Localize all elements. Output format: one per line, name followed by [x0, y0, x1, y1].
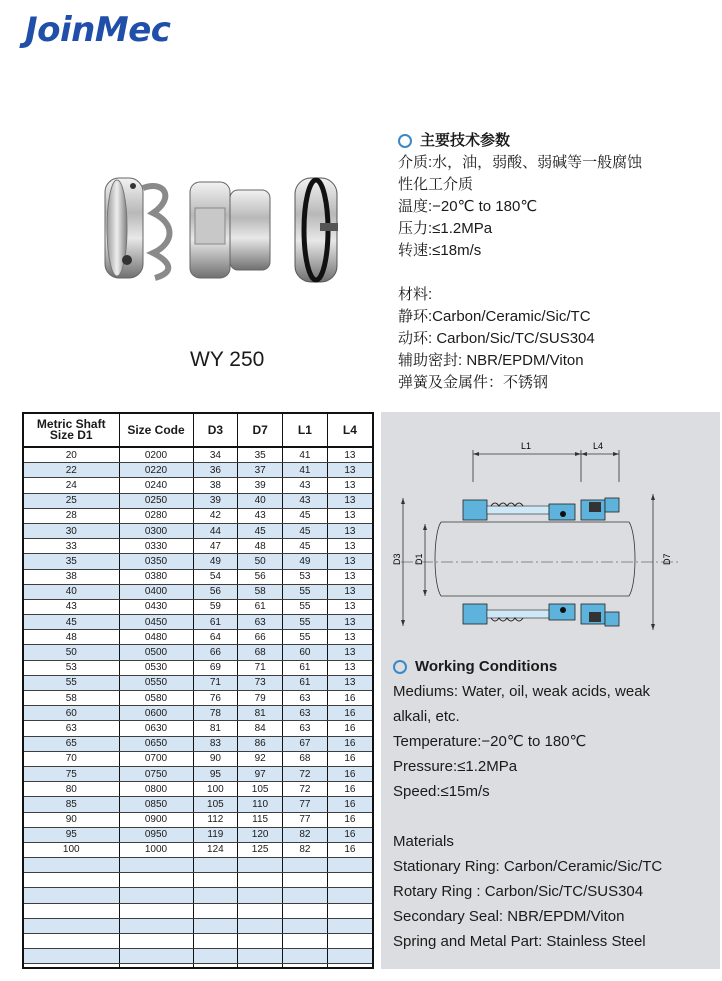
en-spec-block	[393, 654, 718, 954]
table-cell: 13	[327, 569, 372, 584]
table-cell	[238, 888, 283, 903]
table-cell: 16	[327, 827, 372, 842]
table-row	[24, 873, 372, 888]
table-row	[24, 523, 372, 538]
table-cell: 13	[327, 660, 372, 675]
table-body	[24, 447, 372, 969]
table-cell	[193, 934, 238, 949]
table-cell	[119, 873, 193, 888]
table-row	[24, 675, 372, 690]
table-cell	[283, 918, 328, 933]
table-cell	[193, 858, 238, 873]
table-cell: 100	[193, 782, 238, 797]
table-cell: 0380	[119, 569, 193, 584]
en-spec-line: alkali, etc.	[393, 708, 460, 725]
cn-material-line: 动环: Carbon/Sic/TC/SUS304	[398, 330, 595, 347]
table-row	[24, 827, 372, 842]
table-cell: 41	[283, 447, 328, 463]
table-cell: 35	[24, 554, 119, 569]
table-cell: 0300	[119, 523, 193, 538]
table-cell: 124	[193, 842, 238, 857]
en-materials-title: Materials	[393, 833, 454, 850]
table-cell: 41	[283, 463, 328, 478]
table-cell	[327, 888, 372, 903]
table-row	[24, 964, 372, 969]
table-row	[24, 569, 372, 584]
en-material-line: Spring and Metal Part: Stainless Steel	[393, 933, 646, 950]
table-row	[24, 812, 372, 827]
table-cell: 49	[283, 554, 328, 569]
table-cell: 13	[327, 478, 372, 493]
table-cell: 13	[327, 508, 372, 523]
table-cell	[283, 949, 328, 964]
table-cell: 112	[193, 812, 238, 827]
table-row	[24, 934, 372, 949]
table-cell: 55	[283, 630, 328, 645]
table-cell: 68	[238, 645, 283, 660]
table-cell: 54	[193, 569, 238, 584]
table-cell	[119, 949, 193, 964]
table-row	[24, 691, 372, 706]
header-l4: L4	[327, 414, 372, 447]
table-cell: 55	[24, 675, 119, 690]
table-cell: 60	[283, 645, 328, 660]
table-cell: 39	[193, 493, 238, 508]
table-row	[24, 539, 372, 554]
table-cell	[193, 918, 238, 933]
table-cell: 48	[24, 630, 119, 645]
table-cell: 40	[238, 493, 283, 508]
table-row	[24, 493, 372, 508]
table-cell: 61	[283, 660, 328, 675]
table-cell: 45	[283, 508, 328, 523]
table-cell: 35	[238, 447, 283, 463]
table-cell: 110	[238, 797, 283, 812]
table-cell: 0630	[119, 721, 193, 736]
table-row	[24, 842, 372, 857]
table-cell: 0400	[119, 584, 193, 599]
brand-logo: JoinMec	[25, 10, 171, 50]
table-cell: 16	[327, 842, 372, 857]
table-cell: 0850	[119, 797, 193, 812]
product-photo	[95, 168, 375, 293]
table-cell: 16	[327, 691, 372, 706]
dim-l4-label: L4	[593, 441, 604, 451]
table-cell	[327, 964, 372, 969]
table-row	[24, 721, 372, 736]
table-cell: 70	[24, 751, 119, 766]
table-cell	[193, 873, 238, 888]
table-cell: 83	[193, 736, 238, 751]
table-cell: 81	[193, 721, 238, 736]
en-material-line: Rotary Ring : Carbon/Sic/TC/SUS304	[393, 883, 644, 900]
table-cell: 13	[327, 539, 372, 554]
table-cell: 43	[283, 478, 328, 493]
table-row	[24, 736, 372, 751]
table-cell: 90	[24, 812, 119, 827]
table-cell: 0450	[119, 615, 193, 630]
table-cell: 16	[327, 736, 372, 751]
table-cell: 0200	[119, 447, 193, 463]
table-cell: 75	[24, 766, 119, 781]
table-cell: 16	[327, 706, 372, 721]
en-spec-line: Speed:≤15m/s	[393, 783, 490, 800]
table-cell: 77	[283, 812, 328, 827]
table-cell: 82	[283, 842, 328, 857]
table-cell: 0650	[119, 736, 193, 751]
table-cell	[24, 918, 119, 933]
table-cell	[193, 964, 238, 969]
table-cell: 20	[24, 447, 119, 463]
table-cell: 45	[283, 539, 328, 554]
en-spec-line: Mediums: Water, oil, weak acids, weak	[393, 683, 651, 700]
cn-spec-line: 转速:≤18m/s	[398, 242, 482, 259]
table-cell: 13	[327, 645, 372, 660]
cn-material-line: 弹簧及金属件：不锈钢	[398, 374, 549, 391]
header-d3: D3	[193, 414, 238, 447]
table-cell: 16	[327, 751, 372, 766]
table-cell: 59	[193, 599, 238, 614]
table-cell: 115	[238, 812, 283, 827]
table-cell: 77	[283, 797, 328, 812]
table-cell	[283, 903, 328, 918]
table-cell: 119	[193, 827, 238, 842]
table-row	[24, 478, 372, 493]
table-cell: 125	[238, 842, 283, 857]
table-cell: 22	[24, 463, 119, 478]
table-cell: 92	[238, 751, 283, 766]
table-header-row	[24, 414, 372, 447]
table-cell: 63	[283, 691, 328, 706]
table-row	[24, 447, 372, 463]
table-cell: 50	[238, 554, 283, 569]
cn-spec-line: 性化工介质	[398, 176, 474, 193]
table-cell: 38	[24, 569, 119, 584]
table-cell: 45	[283, 523, 328, 538]
table-cell: 28	[24, 508, 119, 523]
table-cell: 34	[193, 447, 238, 463]
table-cell	[283, 888, 328, 903]
table-cell: 72	[283, 766, 328, 781]
table-cell: 105	[238, 782, 283, 797]
table-cell: 72	[283, 782, 328, 797]
table-cell	[193, 949, 238, 964]
table-row	[24, 508, 372, 523]
table-cell	[24, 964, 119, 969]
header-l1: L1	[283, 414, 328, 447]
table-cell: 56	[193, 584, 238, 599]
table-cell	[238, 964, 283, 969]
table-cell: 33	[24, 539, 119, 554]
table-cell: 0700	[119, 751, 193, 766]
table-cell: 0800	[119, 782, 193, 797]
table-cell: 0500	[119, 645, 193, 660]
table-cell: 63	[283, 706, 328, 721]
table-cell: 13	[327, 675, 372, 690]
dim-d3-label: D3	[392, 553, 402, 565]
table-cell: 73	[238, 675, 283, 690]
table-cell: 0580	[119, 691, 193, 706]
table-cell: 13	[327, 493, 372, 508]
table-row	[24, 554, 372, 569]
table-row	[24, 903, 372, 918]
table-cell: 25	[24, 493, 119, 508]
table-cell	[283, 858, 328, 873]
table-cell: 0350	[119, 554, 193, 569]
table-row	[24, 706, 372, 721]
table-cell	[327, 934, 372, 949]
table-cell	[119, 888, 193, 903]
table-cell: 97	[238, 766, 283, 781]
table-cell	[283, 934, 328, 949]
table-cell: 56	[238, 569, 283, 584]
table-cell: 76	[193, 691, 238, 706]
table-cell: 0330	[119, 539, 193, 554]
table-cell: 13	[327, 615, 372, 630]
cn-material-line: 静环:Carbon/Ceramic/Sic/TC	[398, 308, 591, 325]
table-cell: 42	[193, 508, 238, 523]
table-cell: 105	[193, 797, 238, 812]
table-cell: 40	[24, 584, 119, 599]
table-cell: 13	[327, 523, 372, 538]
table-cell	[238, 918, 283, 933]
table-cell	[193, 903, 238, 918]
table-cell: 0480	[119, 630, 193, 645]
table-cell: 47	[193, 539, 238, 554]
bullet-circle-icon	[393, 660, 407, 674]
table-cell: 85	[24, 797, 119, 812]
table-cell: 65	[24, 736, 119, 751]
table-cell: 0600	[119, 706, 193, 721]
table-cell	[238, 949, 283, 964]
table-cell: 69	[193, 660, 238, 675]
table-cell	[283, 873, 328, 888]
table-cell: 67	[283, 736, 328, 751]
en-material-line: Stationary Ring: Carbon/Ceramic/Sic/TC	[393, 858, 663, 875]
table-cell: 38	[193, 478, 238, 493]
table-cell: 86	[238, 736, 283, 751]
table-cell: 39	[238, 478, 283, 493]
table-cell	[119, 918, 193, 933]
table-cell: 53	[24, 660, 119, 675]
table-cell: 95	[24, 827, 119, 842]
table-cell: 66	[193, 645, 238, 660]
table-cell: 79	[238, 691, 283, 706]
table-cell: 36	[193, 463, 238, 478]
table-cell: 48	[238, 539, 283, 554]
en-spec-title: Working Conditions	[393, 654, 718, 679]
table-row	[24, 858, 372, 873]
header-d7: D7	[238, 414, 283, 447]
table-cell: 16	[327, 797, 372, 812]
table-cell: 81	[238, 706, 283, 721]
table-row	[24, 463, 372, 478]
table-cell: 60	[24, 706, 119, 721]
table-cell: 0750	[119, 766, 193, 781]
table-cell: 50	[24, 645, 119, 660]
table-cell: 13	[327, 630, 372, 645]
spec-table	[24, 414, 372, 969]
table-cell: 30	[24, 523, 119, 538]
table-cell	[327, 949, 372, 964]
table-cell	[238, 934, 283, 949]
table-cell: 120	[238, 827, 283, 842]
spec-table-container	[22, 412, 374, 969]
table-row	[24, 751, 372, 766]
table-cell: 80	[24, 782, 119, 797]
table-cell: 61	[238, 599, 283, 614]
table-cell: 63	[238, 615, 283, 630]
header-shaft-size: Metric Shaft Size D1	[24, 414, 119, 447]
table-cell	[327, 858, 372, 873]
table-row	[24, 630, 372, 645]
table-row	[24, 615, 372, 630]
table-row	[24, 766, 372, 781]
table-cell	[119, 858, 193, 873]
table-cell	[24, 873, 119, 888]
table-cell: 58	[24, 691, 119, 706]
table-cell	[119, 903, 193, 918]
table-cell: 44	[193, 523, 238, 538]
seal-cross-section-drawing	[381, 434, 720, 634]
table-cell: 82	[283, 827, 328, 842]
cn-spec-title: 主要技术参数	[398, 130, 718, 152]
table-cell: 13	[327, 599, 372, 614]
dim-d7-label: D7	[662, 553, 672, 565]
table-cell: 49	[193, 554, 238, 569]
table-cell	[24, 858, 119, 873]
table-cell: 0240	[119, 478, 193, 493]
table-cell: 0280	[119, 508, 193, 523]
cn-spec-block	[398, 130, 718, 394]
table-cell: 13	[327, 554, 372, 569]
dim-l1-label: L1	[521, 441, 532, 451]
header-size-code: Size Code	[119, 414, 193, 447]
table-row	[24, 888, 372, 903]
table-row	[24, 584, 372, 599]
table-cell	[24, 903, 119, 918]
table-row	[24, 599, 372, 614]
table-cell: 0250	[119, 493, 193, 508]
table-cell	[24, 888, 119, 903]
table-cell	[119, 964, 193, 969]
table-cell	[327, 903, 372, 918]
table-cell: 45	[238, 523, 283, 538]
table-cell	[238, 903, 283, 918]
table-cell: 1000	[119, 842, 193, 857]
en-spec-line: Pressure:≤1.2MPa	[393, 758, 518, 775]
table-cell: 64	[193, 630, 238, 645]
table-cell: 61	[283, 675, 328, 690]
table-cell	[238, 858, 283, 873]
table-cell: 90	[193, 751, 238, 766]
table-row	[24, 918, 372, 933]
cn-materials-title: 材料:	[398, 286, 433, 303]
table-cell	[24, 949, 119, 964]
table-cell: 71	[193, 675, 238, 690]
table-cell: 66	[238, 630, 283, 645]
table-cell	[238, 873, 283, 888]
table-cell: 71	[238, 660, 283, 675]
cn-spec-line: 介质:水，油，弱酸、弱碱等一般腐蚀	[398, 154, 643, 171]
table-cell	[327, 873, 372, 888]
table-cell: 78	[193, 706, 238, 721]
table-row	[24, 797, 372, 812]
table-cell: 43	[238, 508, 283, 523]
table-cell: 16	[327, 812, 372, 827]
cn-spec-line: 压力:≤1.2MPa	[398, 220, 493, 237]
table-cell: 53	[283, 569, 328, 584]
table-cell: 37	[238, 463, 283, 478]
table-cell: 55	[283, 599, 328, 614]
table-cell: 63	[24, 721, 119, 736]
table-cell: 24	[24, 478, 119, 493]
table-cell: 55	[283, 584, 328, 599]
table-cell: 61	[193, 615, 238, 630]
en-spec-line: Temperature:−20℃ to 180℃	[393, 733, 587, 750]
table-cell: 0530	[119, 660, 193, 675]
table-cell: 45	[24, 615, 119, 630]
table-cell: 16	[327, 766, 372, 781]
en-material-line: Secondary Seal: NBR/EPDM/Viton	[393, 908, 625, 925]
model-name: WY 250	[190, 348, 265, 371]
dim-d1-label: D1	[414, 553, 424, 565]
table-cell	[283, 964, 328, 969]
table-row	[24, 660, 372, 675]
table-cell: 63	[283, 721, 328, 736]
table-cell: 95	[193, 766, 238, 781]
table-cell: 16	[327, 721, 372, 736]
bullet-circle-icon	[398, 134, 412, 148]
table-cell: 0430	[119, 599, 193, 614]
table-cell: 0950	[119, 827, 193, 842]
table-cell: 13	[327, 463, 372, 478]
table-row	[24, 782, 372, 797]
table-cell: 68	[283, 751, 328, 766]
table-cell: 0900	[119, 812, 193, 827]
table-cell	[327, 918, 372, 933]
table-cell	[119, 934, 193, 949]
table-cell: 0220	[119, 463, 193, 478]
table-cell: 43	[283, 493, 328, 508]
table-cell	[193, 888, 238, 903]
table-cell: 0550	[119, 675, 193, 690]
table-cell: 13	[327, 447, 372, 463]
table-cell: 16	[327, 782, 372, 797]
cn-spec-line: 温度:−20℃ to 180℃	[398, 198, 538, 215]
table-cell: 58	[238, 584, 283, 599]
table-row	[24, 949, 372, 964]
cn-material-line: 辅助密封: NBR/EPDM/Viton	[398, 352, 584, 369]
table-row	[24, 645, 372, 660]
table-cell: 100	[24, 842, 119, 857]
table-cell: 43	[24, 599, 119, 614]
table-cell: 13	[327, 584, 372, 599]
table-cell: 55	[283, 615, 328, 630]
table-cell: 84	[238, 721, 283, 736]
table-cell	[24, 934, 119, 949]
